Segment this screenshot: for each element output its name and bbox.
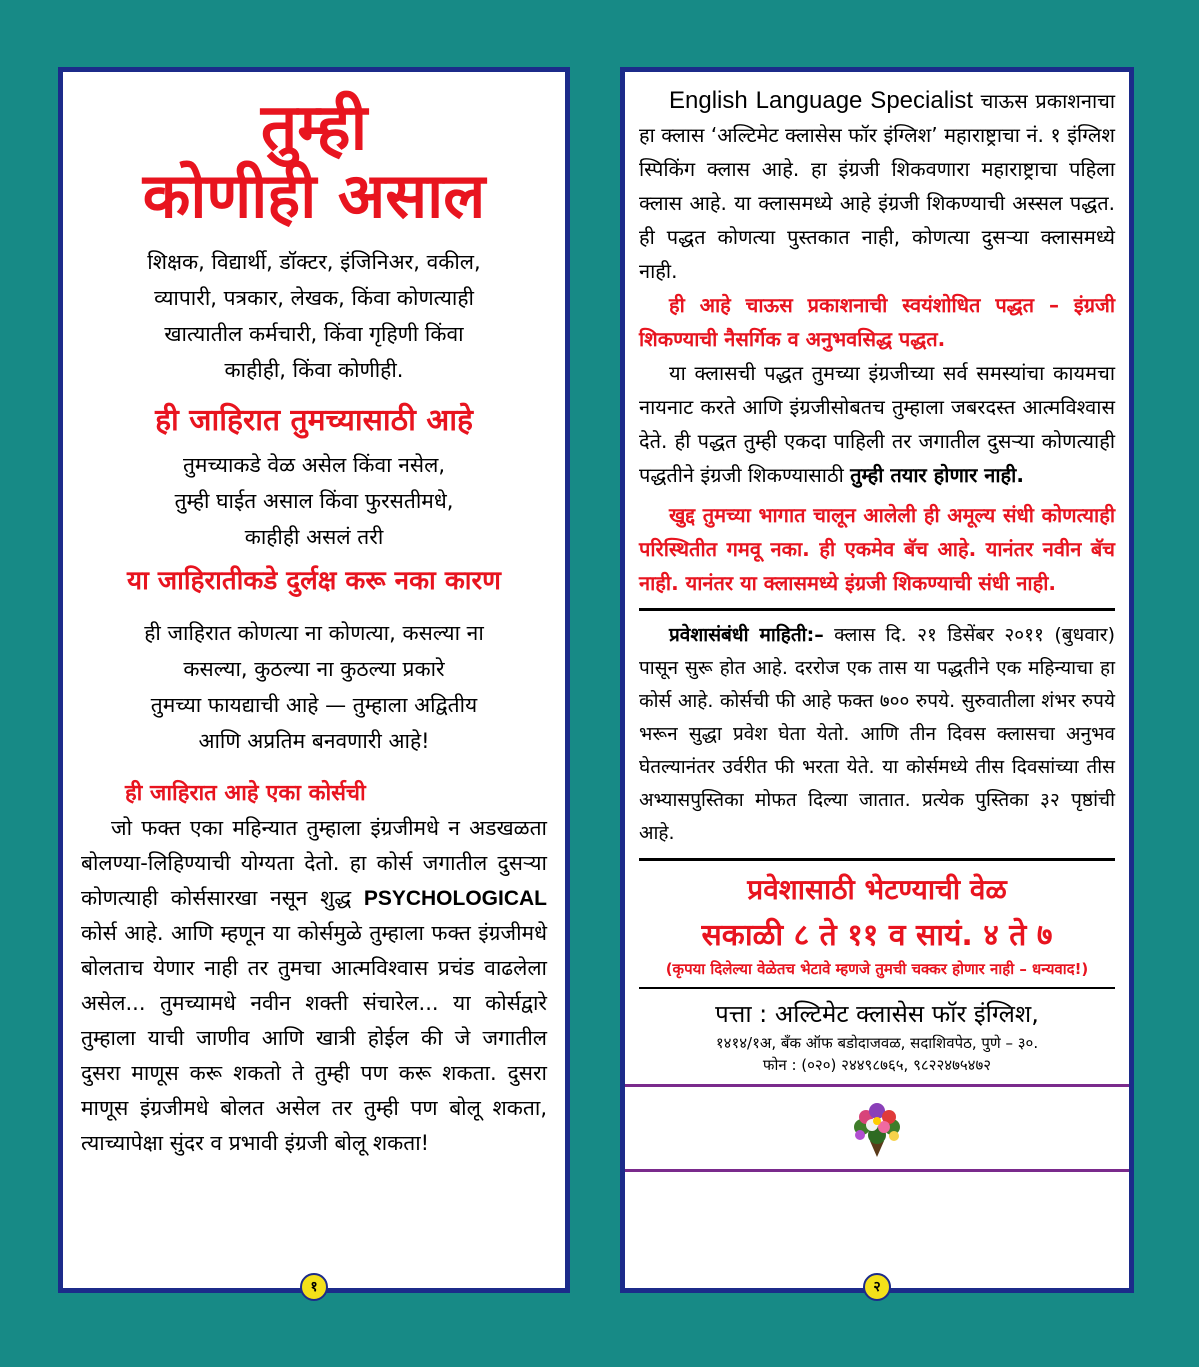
intro-line: खात्यातील कर्मचारी, किंवा गृहिणी किंवा [164,322,464,347]
para3-line: तुमच्या फायद्याची आहे — तुम्हाला अद्वितीय [150,693,478,718]
admission-text: क्लास दि. २१ डिसेंबर २०११ (बुधवार) पासून सुरू होत आहे. दररोज एक तास या पद्धतीने एक महिन्याचा हा कोर्स आहे. कोर्सची फी आहे फक्त ७०० रुपये. सुरुवातीला शंभर रुपये भरून सुद्धा प्रवेश घेता येतो. आणि तीन दिवस क्लासचा अनुभव घेतल्यानंतर उर्वरीत फी भरता येते. या कोर्समध्ये तीस दिवसांच्या तीस अभ्यासपुस्तिका मोफत दिल्या जातात. प्रत्येक पुस्तिका ३२ पृष्ठांची आहे. [639,624,1115,844]
visit-time-hours: सकाळी ८ ते ११ व सायं. ४ ते ७ [701,918,1053,953]
intro-line: व्यापारी, पत्रकार, लेखक, किंवा कोणत्याही [154,286,474,311]
heading-for-you: ही जाहिरात तुमच्यासाठी आहे [155,403,473,439]
left-body [63,244,565,1161]
right-para2 [639,356,1115,492]
address-line: १४१४/१अ, बँक ऑफ बडोदाजवळ, सदाशिवपेठ, पुणे – ३०. [715,1034,1039,1052]
heading-dont-ignore: या जाहिरातीकडे दुर्लक्ष करू नका कारण [127,566,501,597]
admission-info [639,619,1115,850]
page-number-badge: १ [300,1273,328,1301]
para3-line: ही जाहिरात कोणत्या ना कोणत्या, कसल्या ना [144,621,484,646]
para2-line: काहीही असलं तरी [244,525,384,550]
admission-label: प्रवेशासंबंधी माहिती:– [669,624,824,646]
title-line-2: कोणीही असाल [142,159,486,233]
divider-purple-bottom [625,1169,1129,1172]
right-para2-text: या क्लासची पद्धत तुमच्या इंग्रजीच्या सर्व समस्यांचा कायमचा नायनाट करते आणि इंग्रजीसोबतच तुम्हाला जबरदस्त आत्मविश्वास देते. ही पद्धत तुम्ही एकदा पाहिली तर जगातील दुसऱ्या कोणत्याही पद्धतीने इंग्रजी शिकण्यासाठी [639,361,1115,487]
red-method-line: ही आहे चाऊस प्रकाशनाची स्वयंशोधित पद्धत – इंग्रजी शिकण्याची नैसर्गिक व अनुभवसिद्ध पद्धत. [639,293,1115,351]
psychological-word: PSYCHOLOGICAL [363,887,547,911]
subheading-course: ही जाहिरात आहे एका कोर्सची [125,781,366,807]
right-para1-rest: चाऊस प्रकाशनाचा हा क्लास ‘अल्टिमेट क्लासेस फॉर इंग्लिश’ महाराष्ट्राचा नं. १ इंग्लिश स्पिकिंग क्लास आहे. हा इंग्रजी शिकवणारा महाराष्ट्राचा पहिला क्लास आहे. या क्लासमध्ये आहे इंग्रजी शिकण्याची अस्सल पद्धत. ही पद्धत कोणत्या पुस्तकात नाही, कोणत्या दुसऱ्या क्लासमध्ये नाही. [639,89,1116,283]
visit-note: (कृपया दिलेल्या वेळेतच भेटावे म्हणजे तुमची चक्कर होणार नाही – धन्यवाद!) [665,960,1089,978]
para2-block [81,447,547,555]
phone-line: फोन : (०२०) २४४९८७६५, ९८२२४७५४७२ [762,1056,992,1074]
intro-line: काहीही, किंवा कोणीही. [224,358,404,383]
para3-line: कसल्या, कुठल्या ना कुठल्या प्रकारे [183,657,445,682]
right-para2-bold: तुम्ही तयार होणार नाही. [850,463,1024,487]
page-number-badge: २ [863,1273,891,1301]
course-body [81,811,547,1161]
title-line-1: तुम्ही [260,91,368,165]
para2-line: तुम्ही घाईत असाल किंवा फुरसतीमधे, [174,489,454,514]
divider-address [639,987,1115,989]
english-specialist-text: English Language Specialist [669,87,974,114]
visit-time-heading: प्रवेशासाठी भेटण्याची वेळ [747,873,1007,906]
right-para1 [639,84,1115,288]
flower-bouquet-icon [842,1097,912,1159]
course-body-part1: जो फक्त एका महिन्यात तुम्हाला इंग्रजीमधे न अडखळता बोलण्या-लिहिण्याची योग्यता देतो. हा कोर्स जगातील दुसऱ्या कोणत्याही कोर्ससारखा नसून शुद्ध [81,816,547,911]
right-panel [620,67,1134,1293]
flower-area [639,1087,1115,1169]
divider-top [639,608,1115,611]
para3-block [81,615,547,759]
intro-line: शिक्षक, विद्यार्थी, डॉक्टर, इंजिनिअर, वकील, [147,250,481,275]
intro-block [81,244,547,388]
left-panel [58,67,570,1293]
divider-mid [639,858,1115,861]
para2-line: तुमच्याकडे वेळ असेल किंवा नसेल, [182,453,446,478]
address-title: पत्ता : अल्टिमेट क्लासेस फॉर इंग्लिश, [715,1000,1039,1028]
para3-line: आणि अप्रतिम बनवणारी आहे! [198,729,430,754]
red-opportunity-para: खुद्द तुमच्या भागात चालून आलेली ही अमूल्य संधी कोणत्याही परिस्थितीत गमवू नका. ही एकमेव बॅच आहे. यानंतर नवीन बॅच नाही. यानंतर या क्लासमध्ये इंग्रजी शिकण्याची संधी नाही. [639,503,1115,595]
course-body-part2: कोर्स आहे. आणि म्हणून या कोर्समुळे तुम्हाला फक्त इंग्रजीमधे बोलताच येणार नाही तर तुमचा आत्मविश्वास प्रचंड वाढलेला असेल... तुमच्यामधे नवीन शक्ती संचारेल... या कोर्सद्वारे तुम्हाला याची जाणीव आणि खात्री होईल की जे जगातील दुसरा माणूस करू शकतो ते तुम्ही पण करू शकता. दुसरा माणूस इंग्रजीमधे बोलत असेल तर तुम्ही पण बोलू शकता, त्याच्यापेक्षा सुंदर व प्रभावी इंग्रजी बोलू शकता! [81,921,547,1156]
